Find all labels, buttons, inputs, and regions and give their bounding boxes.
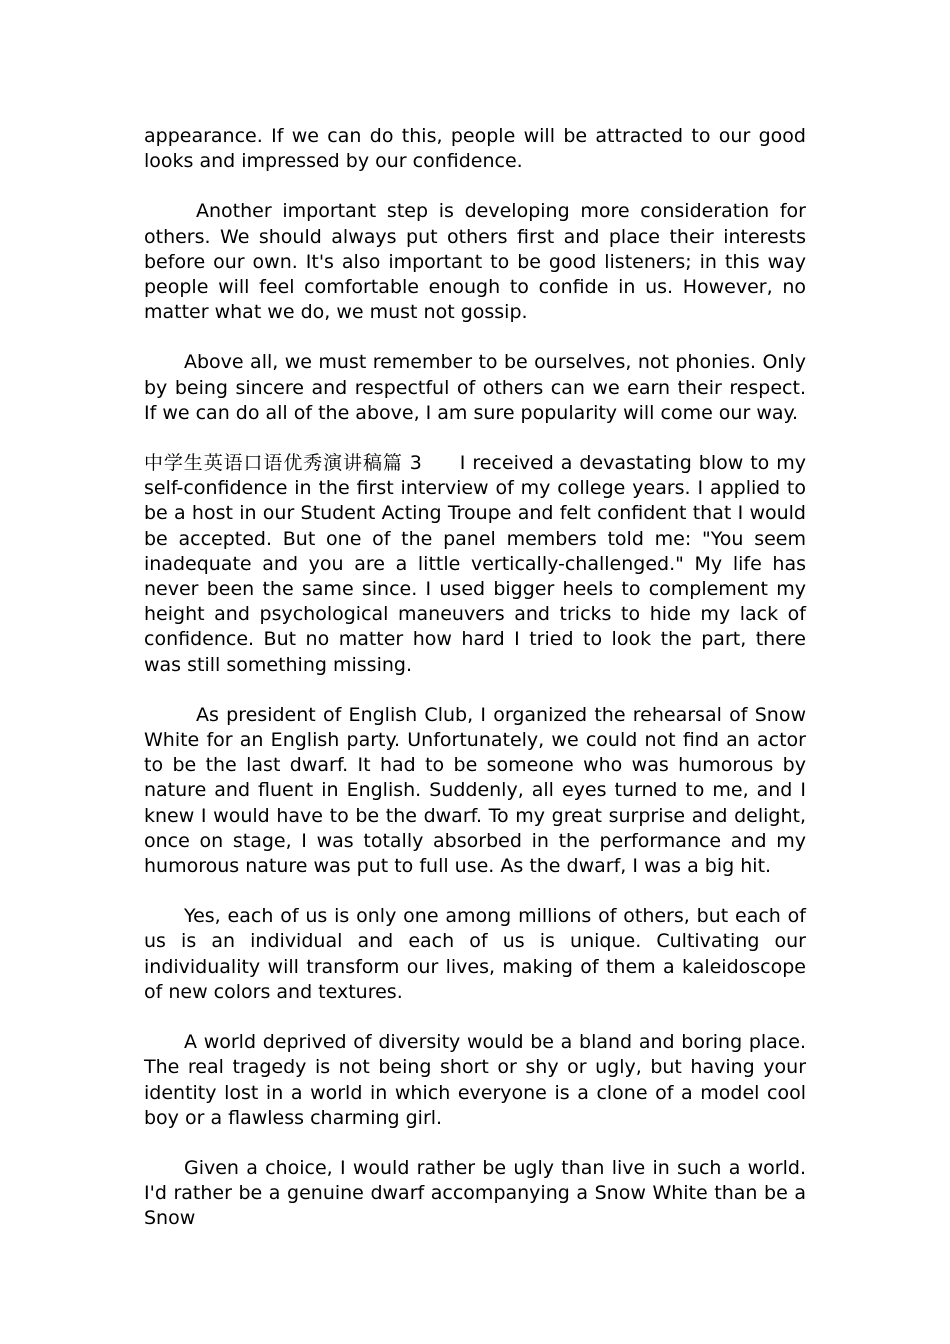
paragraph-be-ourselves: Above all, we must remember to be ourselves, not phonies. Only by being sincere and respectful of others can we earn their respect. If we can do all of the above, I am sure popularity will come our way.	[144, 351, 806, 424]
paragraph-individuality: Yes, each of us is only one among millions of others, but each of us is an individual and each of us is unique. Cultivating our individuality will transform our lives, making of them a kaleidoscope of new colors and textures.	[144, 905, 806, 1003]
paragraph-english-club: As president of English Club, I organized the rehearsal of Snow White for an English party. Unfortunately, we could not find an actor to be the last dwarf. It had to be someone who was humorous by nature and fluent in English. Suddenly, all eyes turned to me, and I knew I would have to be the dwarf. To my great surprise and delight, once on stage, I was totally absorbed in the performance and my humorous nature was put to full use. As the dwarf, I was a big hit.	[144, 703, 806, 878]
paragraph-diversity: A world deprived of diversity would be a bland and boring place. The real tragedy is not being short or shy or ugly, but having your identity lost in a world in which everyone is a clone of a model cool boy or a flawless charming girl.	[144, 1031, 806, 1129]
paragraph-consideration: Another important step is developing more consideration for others. We should always put others first and place their interests before our own. It's also important to be good listeners; in this way people will feel comfortable enough to confide in us. However, no matter what we do, we must not gossip.	[144, 200, 806, 324]
paragraph-appearance: appearance. If we can do this, people will be attracted to our good looks and impressed by our confidence.	[144, 125, 806, 173]
paragraph-speech-3	[144, 451, 806, 678]
section-heading: 中学生英语口语优秀演讲稿篇 3	[144, 452, 422, 475]
document-page	[144, 124, 806, 1232]
paragraph-speech-3-body: I received a devastating blow to my self-confidence in the first interview of my college years. I applied to be a host in our Student Acting Troupe and felt confident that I would be accepted. But one of the panel members told me: "You seem inadequate and you are a little vertically-challenged." My life has never been the same since. I used bigger heels to complement my height and psychological maneuvers and tricks to hide my lack of confidence. But no matter how hard I tried to look the part, there was still something missing.	[144, 452, 806, 676]
paragraph-given-choice: Given a choice, I would rather be ugly than live in such a world. I'd rather be a genuine dwarf accompanying a Snow White than be a Snow	[144, 1156, 806, 1230]
